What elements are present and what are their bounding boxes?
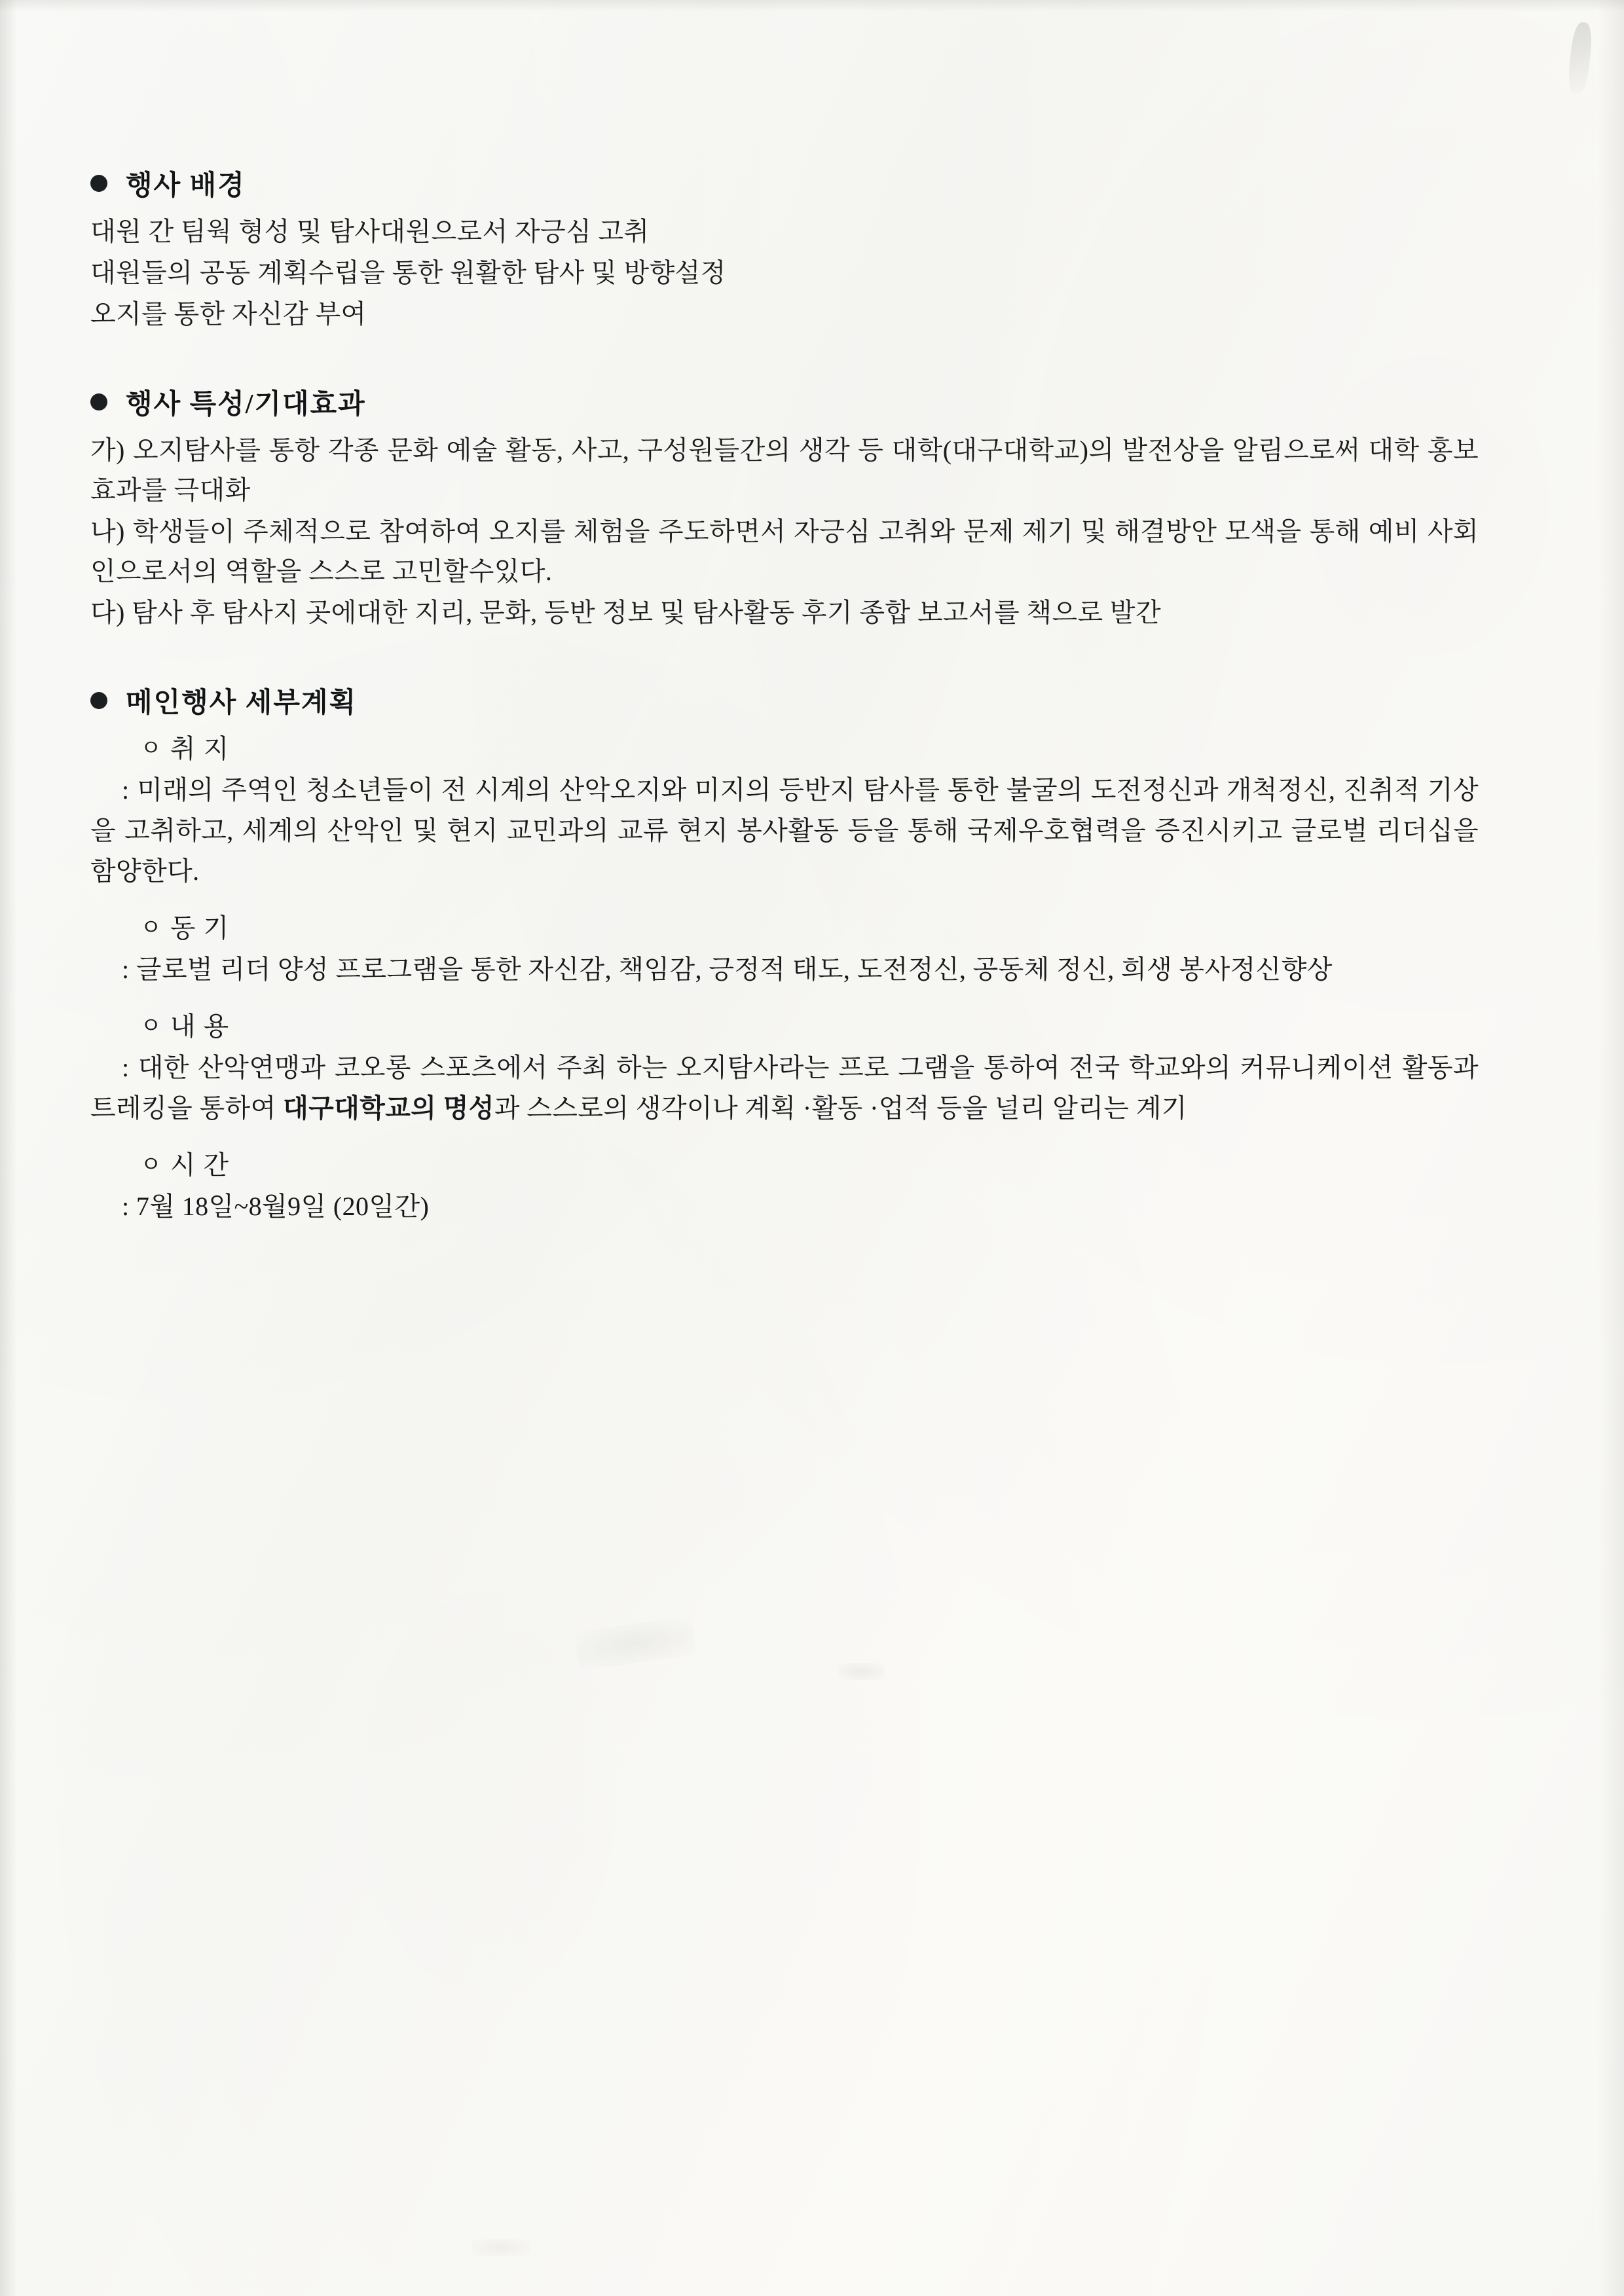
paragraph-line: 가) 오지탐사를 통항 각종 문화 예술 활동, 사고, 구성원들간의 생각 등 대학(대구대학교)의 발전상을 알림으로써 대학 홍보 효과를 극대화 [90, 435, 1479, 505]
section-title: 행사 배경 [126, 171, 246, 201]
document-body [90, 164, 1479, 1227]
subitem-body-motivation [90, 949, 1479, 990]
subitem-label-text: 동 기 [170, 913, 230, 943]
section-title: 행사 특성/기대효과 [126, 390, 366, 420]
subitem-body-text-post: 과 스스로의 생각이나 계획 ·활동 ·업적 등을 널리 알리는 계기 [494, 1093, 1187, 1123]
circle-marker-icon: ㅇ [140, 1153, 162, 1178]
scan-edge-shadow-left [0, 0, 17, 2296]
section-body-background [90, 212, 1479, 334]
paragraph-line: 다) 탐사 후 탐사지 곳에대한 지리, 문화, 등반 정보 및 탐사활동 후기 종합 보고서를 책으로 발간 [90, 597, 1161, 627]
section-body-features [90, 431, 1479, 632]
subitem-body-text: : 글로벌 리더 양성 프로그램을 통한 자신감, 책임감, 긍정적 태도, 도전정신, 공동체 정신, 희생 봉사정신향상 [122, 955, 1333, 985]
section-body-main-plan [90, 729, 1479, 1227]
paragraph-line: 대원들의 공동 계획수립을 통한 원활한 탐사 및 방향설정 [90, 257, 726, 287]
subitem-body-time [90, 1186, 1479, 1227]
bullet-dot-icon [90, 393, 107, 410]
circle-marker-icon: ㅇ [140, 1014, 162, 1039]
scan-edge-shadow-top [0, 0, 1624, 12]
section-heading-features [90, 382, 1479, 422]
scan-smudge-artifact [471, 2239, 530, 2256]
subitem-body-text: : 7월 18일~8월9일 (20일간) [122, 1192, 430, 1222]
circle-marker-icon: ㅇ [140, 916, 162, 941]
section-heading-background [90, 164, 1479, 203]
subitem-body-text: : 미래의 주역인 청소년들이 전 시계의 산악오지와 미지의 등반지 탐사를 통한 불굴의 도전정신과 개척정신, 진취적 기상을 고취하고, 세계의 산악인 및 현지 교민과의 교류 현지 봉사활동 등을 통해 국제우호협력을 증진시키고 글로벌 리더십을 함양한다. [90, 775, 1479, 886]
paragraph-line: 대원 간 팀웍 형성 및 탐사대원으로서 자긍심 고취 [90, 217, 650, 246]
subitem-label-time [140, 1146, 1479, 1185]
scan-smudge-artifact [838, 1663, 884, 1680]
subitem-label-text: 내 용 [170, 1011, 230, 1042]
subitem-label-motivation [140, 909, 1479, 948]
scan-smudge-artifact [574, 1616, 697, 1671]
subitem-label-purpose [140, 729, 1479, 769]
paragraph-line: 나) 학생들이 주체적으로 참여하여 오지를 체험을 주도하면서 자긍심 고취와 문제 제기 및 해결방안 모색을 통해 예비 사회인으로서의 역할을 스스로 고민할수있다. [90, 516, 1479, 586]
subitem-body-purpose [90, 770, 1479, 892]
subitem-body-content [90, 1048, 1479, 1129]
subitem-body-text-pre: : 대한 산악연맹과 코오롱 스포츠에서 주최 하는 오지탐사라는 프로 그램을 통하여 전국 학교와의 커뮤니케이션 활동과 트레킹을 통하여 [90, 1053, 1479, 1123]
subitem-label-content [140, 1007, 1479, 1046]
paragraph-line: 오지를 통한 자신감 부여 [90, 299, 367, 329]
bullet-dot-icon [90, 692, 107, 709]
subitem-label-text: 시 간 [170, 1150, 230, 1180]
scan-edge-shadow-right [1598, 0, 1624, 2296]
subitem-label-text: 취 지 [170, 734, 230, 764]
section-heading-main-plan [90, 681, 1479, 720]
section-title: 메인행사 세부계획 [126, 688, 358, 719]
circle-marker-icon: ㅇ [140, 737, 162, 761]
subitem-body-text-emphasis: 대구대학교의 명성 [283, 1093, 494, 1123]
bullet-dot-icon [90, 175, 107, 192]
scan-corner-artifact [1566, 22, 1593, 96]
